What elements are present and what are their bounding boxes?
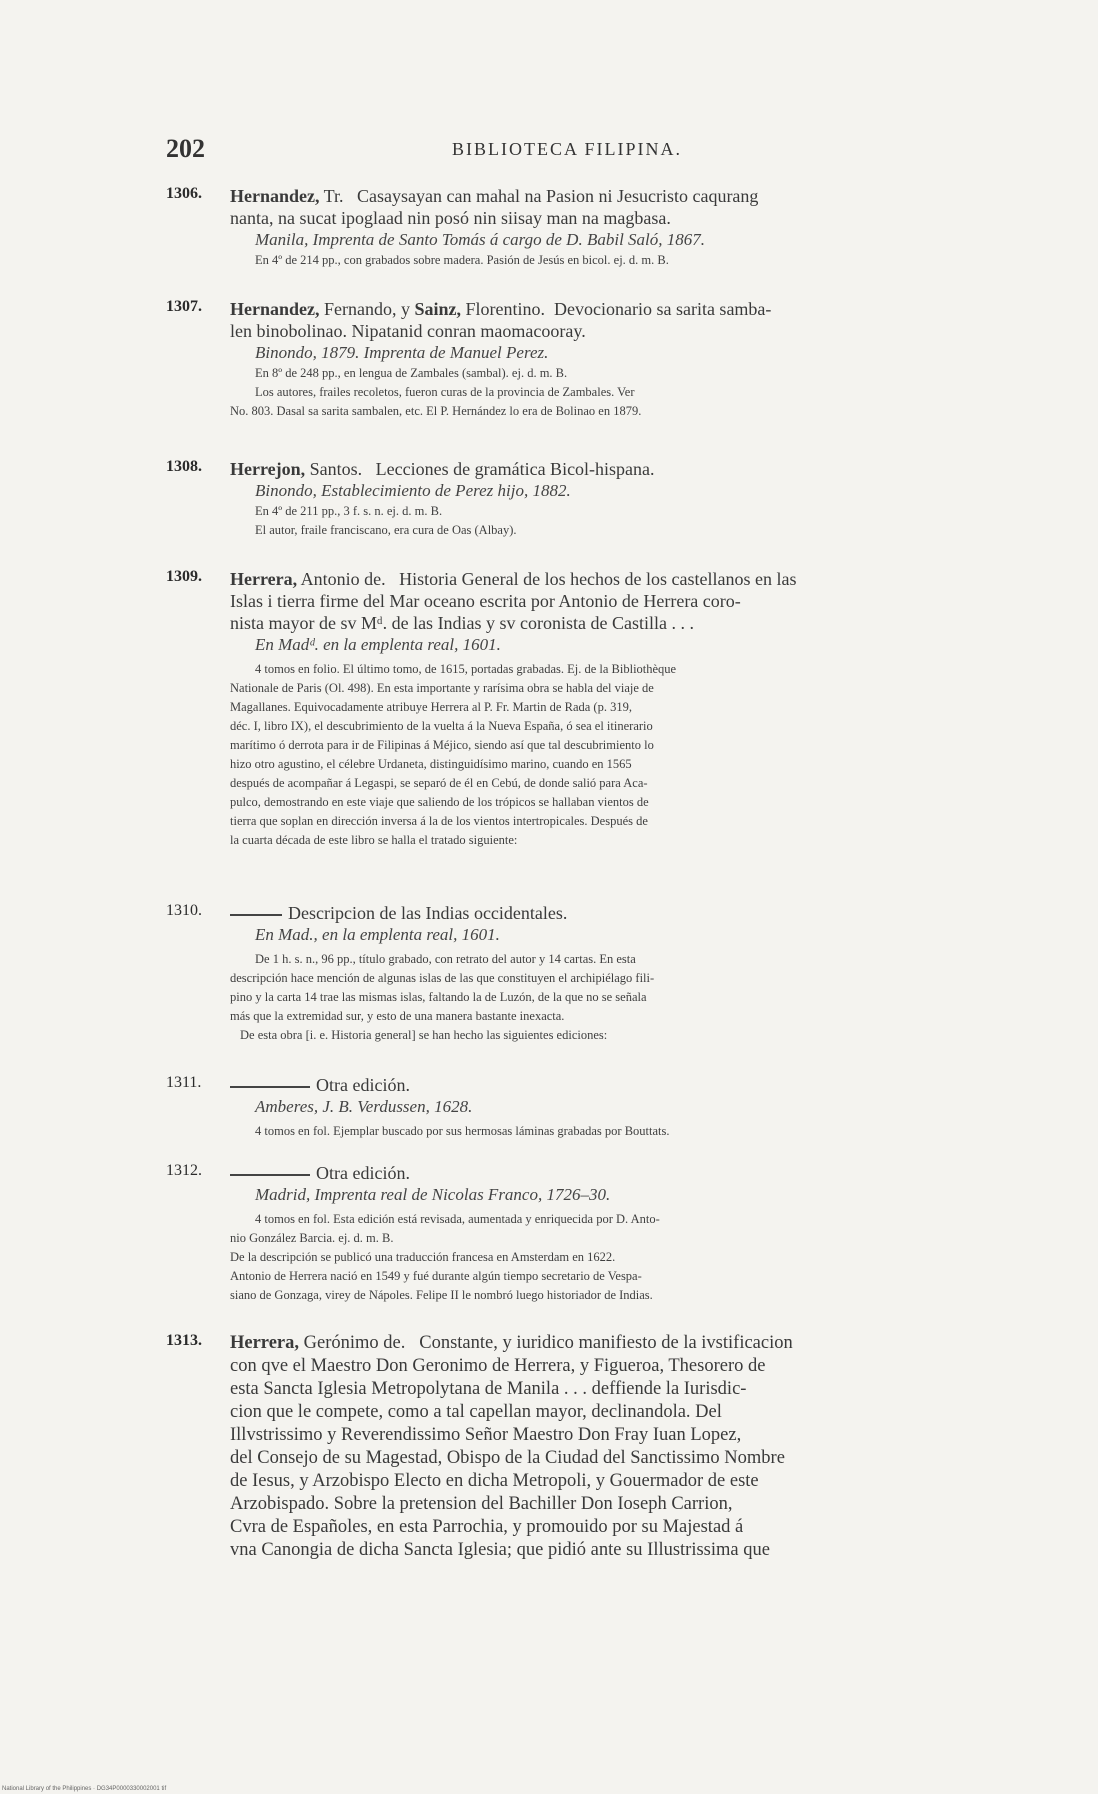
title-text: de Iesus, y Arzobispo Electo en dicha Metropoli, y Gouermador de este (230, 1471, 759, 1491)
scan-footer: National Library of the Philippines · DG34P0000330002001 tif (2, 1786, 167, 1792)
repeat-dash (230, 914, 282, 916)
imprint: Binondo, Establecimiento de Perez hijo, 1882. (255, 481, 571, 500)
entry-1313 (166, 1332, 1024, 1562)
imprint: En Mad., en la emplenta real, 1601. (255, 925, 500, 944)
author-forename: Antonio de. (297, 569, 386, 589)
author-forename: Tr. (319, 186, 344, 206)
title-text: con qve el Maestro Don Geronimo de Herrera, y Figueroa, Thesorero de (230, 1356, 766, 1376)
title-text: Constante, y iuridico manifiesto de la ivstificacion (419, 1333, 793, 1353)
entry-1311 (166, 1074, 1024, 1141)
title-text: esta Sancta Iglesia Metropolytana de Manila . . . deffiende la Iurisdic- (230, 1379, 747, 1399)
note-line: hizo otro agustino, el célebre Urdaneta, distinguidísimo marino, cuando en 1565 (230, 757, 632, 771)
title-text: vna Canongia de dicha Sancta Iglesia; que pidió ante su Illustrissima que (230, 1540, 770, 1560)
note-line: déc. I, libro IX), el descubrimiento de la vuelta á la Nueva España, ó sea el itinerario (230, 719, 653, 733)
entry-1308 (166, 458, 1024, 540)
note-line: pino y la carta 14 trae las mismas islas, faltando la de Luzón, de la que no se señala (230, 990, 647, 1004)
author-name: Herrejon, (230, 459, 306, 479)
entry-1307 (166, 298, 1024, 421)
title-text: Descripcion de las Indias occidentales. (288, 903, 568, 923)
author-name: Hernandez, (230, 299, 320, 319)
title-text: len binobolinao. Nipatanid conran maomacooray. (230, 321, 586, 341)
note-line: pulco, demostrando en este viaje que saliendo de los trópicos se hallaban vientos de (230, 795, 649, 809)
note-line: 4 tomos en folio. El último tomo, de 1615, portadas grabadas. Ej. de la Bibliothèque (255, 662, 677, 676)
entry-number: 1312. (166, 1162, 202, 1179)
title-text: Devocionario sa sarita samba- (554, 299, 772, 319)
note-line: 4 tomos en fol. Ejemplar buscado por sus hermosas láminas grabadas por Bouttats. (255, 1124, 670, 1138)
note-line: más que la extremidad sur, y esto de una manera bastante inexacta. (230, 1009, 565, 1023)
note-line: nio González Barcia. ej. d. m. B. (230, 1231, 394, 1245)
repeat-dash (230, 1174, 310, 1176)
title-text: Otra edición. (316, 1163, 410, 1183)
note-line: Magallanes. Equivocadamente atribuye Herrera al P. Fr. Martin de Rada (p. 319, (230, 700, 632, 714)
author-name: Hernandez, (230, 186, 320, 206)
entry-1310 (166, 902, 1024, 1045)
note-line: De 1 h. s. n., 96 pp., título grabado, con retrato del autor y 14 cartas. En esta (255, 952, 636, 966)
title-text: Illvstrissimo y Reverendissimo Señor Maestro Don Fray Iuan Lopez, (230, 1425, 742, 1445)
title-text: cion que le compete, como a tal capellan mayor, declinandola. Del (230, 1402, 722, 1422)
page-number: 202 (166, 134, 205, 163)
author-forename: Santos. (305, 459, 363, 479)
note-line: la cuarta década de este libro se halla el tratado siguiente: (230, 833, 518, 847)
note-line: De esta obra [i. e. Historia general] se han hecho las siguientes ediciones: (240, 1028, 608, 1042)
entry-1312 (166, 1162, 1024, 1305)
note-line: Nationale de Paris (Ol. 498). En esta importante y rarísima obra se habla del viaje de (230, 681, 654, 695)
repeat-dash (230, 1086, 310, 1088)
title-text: Cvra de Españoles, en esta Parrochia, y promouido por su Majestad á (230, 1517, 744, 1537)
entry-number: 1306. (166, 185, 202, 202)
note-line: En 4º de 214 pp., con grabados sobre madera. Pasión de Jesús en bicol. ej. d. m. B. (255, 253, 669, 267)
note-line: Los autores, frailes recoletos, fueron curas de la provincia de Zambales. Ver (255, 385, 635, 399)
note-line: descripción hace mención de algunas islas de las que constituyen el archipiélago fili- (230, 971, 655, 985)
author-forename: Fernando, y (319, 299, 415, 319)
note-line: En 4º de 211 pp., 3 f. s. n. ej. d. m. B. (255, 504, 443, 518)
author-forename-2: Florentino. (461, 299, 545, 319)
title-text: Casaysayan can mahal na Pasion ni Jesucristo caqurang (357, 186, 759, 206)
imprint: Manila, Imprenta de Santo Tomás á cargo de D. Babil Saló, 1867. (255, 230, 706, 249)
title-text: Arzobispado. Sobre la pretension del Bachiller Don Ioseph Carrion, (230, 1494, 733, 1514)
entry-number: 1313. (166, 1332, 202, 1349)
entry-number: 1311. (166, 1074, 202, 1091)
note-line: siano de Gonzaga, virey de Nápoles. Felipe II le nombró luego historiador de Indias. (230, 1288, 653, 1302)
imprint: Madrid, Imprenta real de Nicolas Franco, 1726–30. (255, 1185, 611, 1204)
title-text: Historia General de los hechos de los castellanos en las (399, 569, 797, 589)
author-name-2: Sainz, (414, 299, 461, 319)
entry-number: 1310. (166, 902, 202, 919)
title-text: nanta, na sucat ipoglaad nin posó nin siisay man na magbasa. (230, 208, 671, 228)
note-line: En 8º de 248 pp., en lengua de Zambales (sambal). ej. d. m. B. (255, 366, 568, 380)
title-text: del Consejo de su Magestad, Obispo de la Ciudad del Sanctissimo Nombre (230, 1448, 785, 1468)
note-line: después de acompañar á Legaspi, se separó de él en Cebú, de donde salió para Aca- (230, 776, 648, 790)
entry-number: 1309. (166, 568, 202, 585)
note-line: De la descripción se publicó una traducción francesa en Amsterdam en 1622. (230, 1250, 616, 1264)
note-line: marítimo ó derrota para ir de Filipinas á Méjico, siendo así que tal descubrimiento lo (230, 738, 654, 752)
entry-1309 (166, 568, 1024, 850)
note-line: 4 tomos en fol. Esta edición está revisada, aumentada y enriquecida por D. Anto- (255, 1212, 660, 1226)
note-line: Antonio de Herrera nació en 1549 y fué durante algún tiempo secretario de Vespa- (230, 1269, 642, 1283)
author-forename: Gerónimo de. (299, 1333, 406, 1353)
title-text: Islas i tierra firme del Mar oceano escrita por Antonio de Herrera coro- (230, 591, 741, 611)
title-text: Lecciones de gramática Bicol-hispana. (375, 459, 655, 479)
page-header (166, 134, 1006, 164)
note-line: No. 803. Dasal sa sarita sambalen, etc. El P. Hernández lo era de Bolinao en 1879. (230, 404, 642, 418)
title-text: Otra edición. (316, 1075, 410, 1095)
note-line: tierra que soplan en dirección inversa á la de los vientos intertropicales. Después de (230, 814, 648, 828)
entry-number: 1308. (166, 458, 202, 475)
entry-number: 1307. (166, 298, 202, 315)
imprint: Amberes, J. B. Verdussen, 1628. (255, 1097, 473, 1116)
author-name: Herrera, (230, 569, 298, 589)
note-line: El autor, fraile franciscano, era cura de Oas (Albay). (255, 523, 517, 537)
title-text: nista mayor de sv Mᵈ. de las Indias y sv coronista de Castilla . . . (230, 613, 695, 633)
author-name: Herrera, (230, 1333, 299, 1353)
imprint: Binondo, 1879. Imprenta de Manuel Perez. (255, 343, 549, 362)
running-head: BIBLIOTECA FILIPINA. (452, 139, 682, 159)
entry-1306 (166, 185, 1024, 270)
imprint: En Madᵈ. en la emplenta real, 1601. (255, 635, 501, 654)
